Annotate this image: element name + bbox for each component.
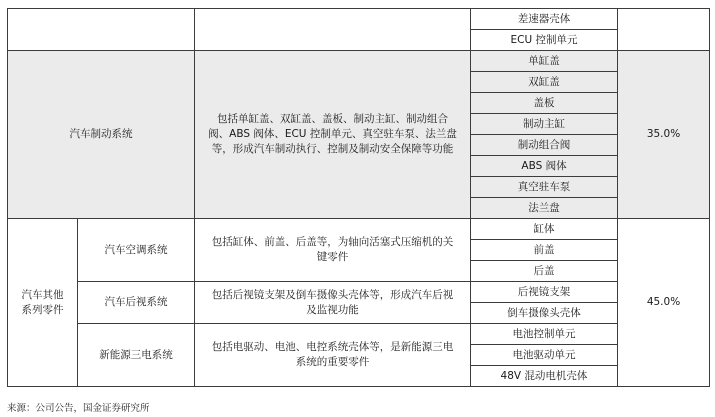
part-cell: 48V 混动电机壳体 <box>471 366 618 387</box>
table-row <box>8 219 710 240</box>
part-cell: 真空驻车泵 <box>471 177 618 198</box>
table-row <box>8 282 710 303</box>
other-category-name: 汽车其他 系列零件 <box>8 219 78 387</box>
part-cell: 制动组合阀 <box>471 135 618 156</box>
part-cell: 电池驱动单元 <box>471 345 618 366</box>
part-cell: 制动主缸 <box>471 114 618 135</box>
part-cell: ECU 控制单元 <box>471 30 618 51</box>
system-name: 汽车后视系统 <box>78 282 195 324</box>
table-row <box>8 9 710 30</box>
part-cell: 电池控制单元 <box>471 324 618 345</box>
table-row <box>8 51 710 72</box>
part-cell: 后盖 <box>471 261 618 282</box>
brake-system-name: 汽车制动系统 <box>8 51 195 219</box>
part-cell: 前盖 <box>471 240 618 261</box>
brake-system-description: 包括单缸盖、双缸盖、盖板、制动主缸、制动组合阀、ABS 阀体、ECU 控制单元、真空驻车泵、法兰盘等，形成汽车制动执行、控制及制动安全保障等功能 <box>195 51 471 219</box>
system-description: 包括缸体、前盖、后盖等，为轴向活塞式压缩机的关键零件 <box>195 219 471 282</box>
part-cell: 法兰盘 <box>471 198 618 219</box>
empty-cell <box>8 9 195 51</box>
other-share: 45.0% <box>618 219 710 387</box>
brake-share: 35.0% <box>618 51 710 219</box>
part-cell: 缸体 <box>471 219 618 240</box>
empty-cell <box>195 9 471 51</box>
part-cell: 盖板 <box>471 93 618 114</box>
source-note: 来源：公司公告，国金证券研究所 <box>7 403 150 414</box>
part-cell: ABS 阀体 <box>471 156 618 177</box>
empty-cell <box>618 9 710 51</box>
product-table <box>7 8 710 387</box>
system-description: 包括电驱动、电池、电控系统壳体等，是新能源三电系统的重要零件 <box>195 324 471 387</box>
part-cell: 差速器壳体 <box>471 9 618 30</box>
system-name: 新能源三电系统 <box>78 324 195 387</box>
table-row <box>8 324 710 345</box>
part-cell: 双缸盖 <box>471 72 618 93</box>
system-description: 包括后视镜支架及倒车摄像头壳体等，形成汽车后视及监视功能 <box>195 282 471 324</box>
part-cell: 单缸盖 <box>471 51 618 72</box>
part-cell: 倒车摄像头壳体 <box>471 303 618 324</box>
system-name: 汽车空调系统 <box>78 219 195 282</box>
part-cell: 后视镜支架 <box>471 282 618 303</box>
